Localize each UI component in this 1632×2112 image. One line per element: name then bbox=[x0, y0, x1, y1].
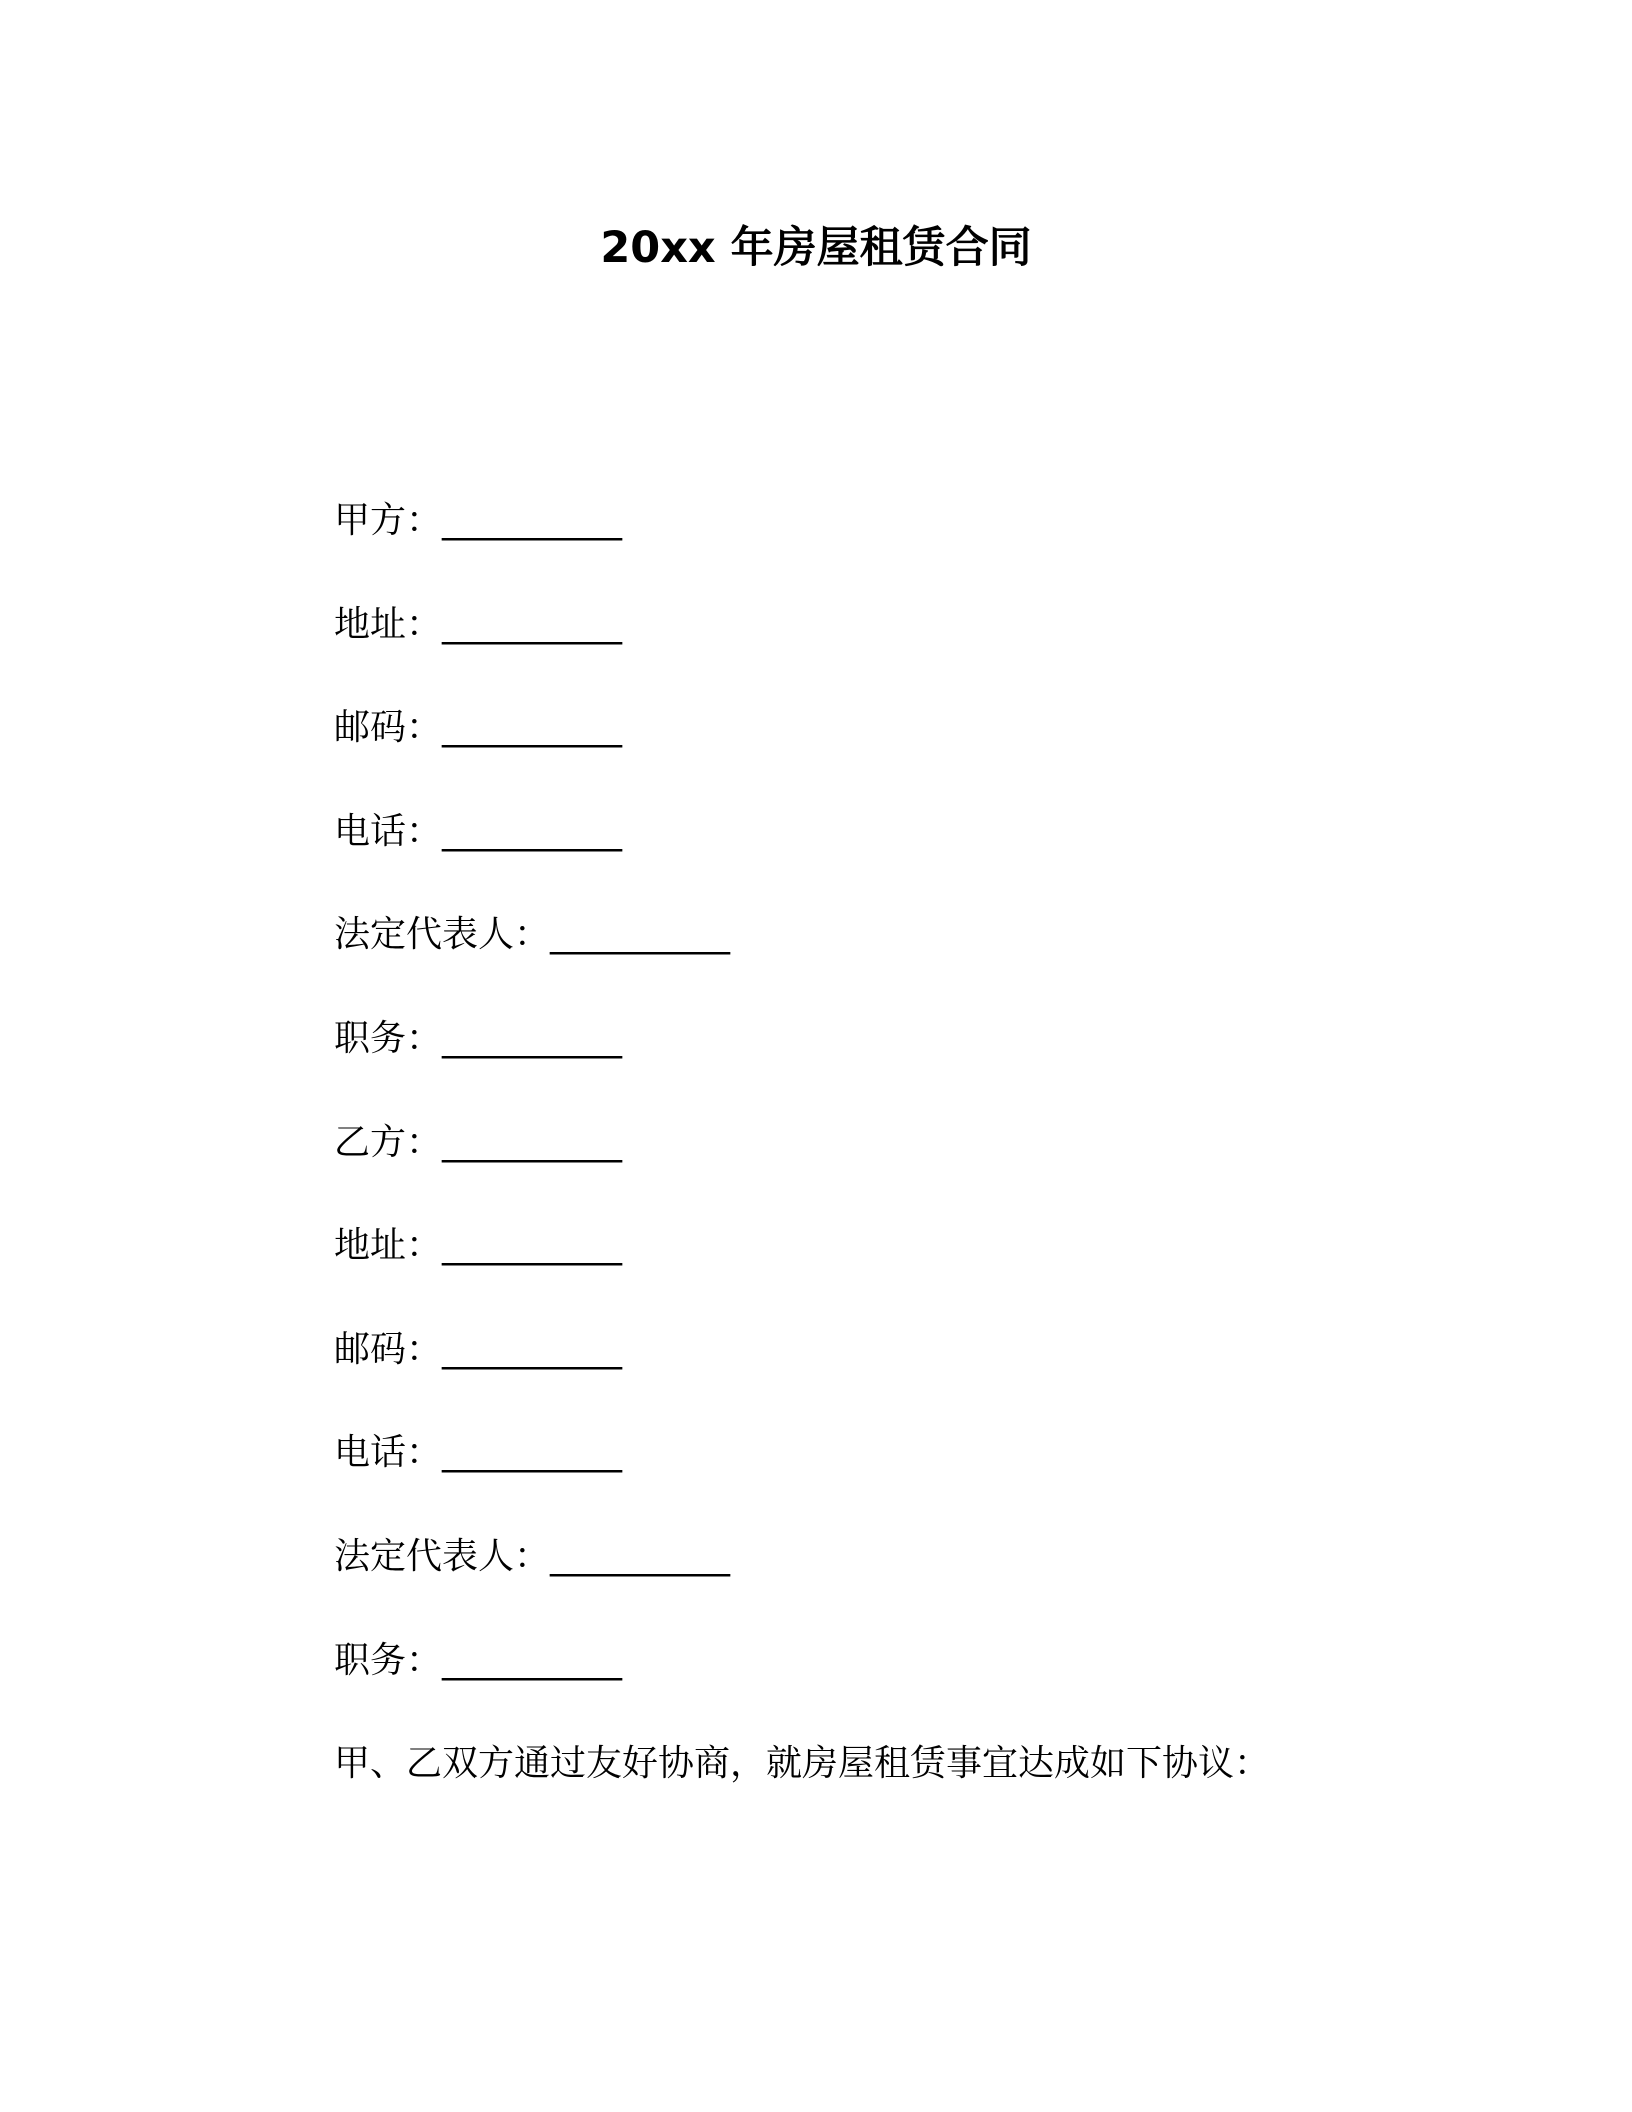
field-label: 乙方： bbox=[334, 1121, 443, 1163]
field-blank: __________ bbox=[442, 1328, 623, 1370]
field-label: 法定代表人： bbox=[334, 1535, 551, 1577]
field-label: 邮码： bbox=[334, 1328, 443, 1370]
field-blank: __________ bbox=[442, 1639, 623, 1681]
field-blank: __________ bbox=[442, 603, 623, 645]
field-party-b bbox=[334, 1116, 1434, 1220]
field-address-a bbox=[334, 598, 1434, 702]
field-label: 甲方： bbox=[334, 500, 443, 541]
field-legal-rep-b bbox=[334, 1530, 1434, 1634]
field-label: 职务： bbox=[334, 1639, 443, 1681]
document-title: 20xx 年房屋租赁合同 bbox=[600, 223, 1032, 273]
field-label: 职务： bbox=[334, 1017, 443, 1059]
party-fields bbox=[334, 494, 1434, 1791]
field-position-b bbox=[334, 1634, 1434, 1738]
field-postcode-b bbox=[334, 1323, 1434, 1427]
field-party-a bbox=[334, 494, 1434, 598]
field-blank: __________ bbox=[442, 707, 623, 749]
field-label: 邮码： bbox=[334, 707, 443, 749]
field-position-a bbox=[334, 1012, 1434, 1116]
field-legal-rep-a bbox=[334, 908, 1434, 1012]
field-blank: __________ bbox=[442, 1121, 623, 1163]
field-blank: __________ bbox=[442, 1225, 623, 1267]
field-label: 地址： bbox=[334, 603, 443, 645]
field-blank: __________ bbox=[442, 810, 623, 852]
field-postcode-a bbox=[334, 701, 1434, 805]
field-label: 电话： bbox=[334, 1432, 443, 1474]
field-blank: __________ bbox=[442, 1432, 623, 1474]
field-label: 法定代表人： bbox=[334, 914, 551, 956]
field-label: 地址： bbox=[334, 1225, 443, 1267]
field-blank: __________ bbox=[550, 1535, 731, 1577]
field-phone-b bbox=[334, 1426, 1434, 1530]
field-phone-a bbox=[334, 805, 1434, 909]
field-label: 电话： bbox=[334, 810, 443, 852]
field-address-b bbox=[334, 1219, 1434, 1323]
field-blank: __________ bbox=[550, 914, 731, 956]
agreement-intro: 甲、乙双方通过友好协商，就房屋租赁事宜达成如下协议： bbox=[334, 1743, 1271, 1785]
field-blank: __________ bbox=[442, 1017, 623, 1059]
field-blank: __________ bbox=[442, 500, 623, 541]
